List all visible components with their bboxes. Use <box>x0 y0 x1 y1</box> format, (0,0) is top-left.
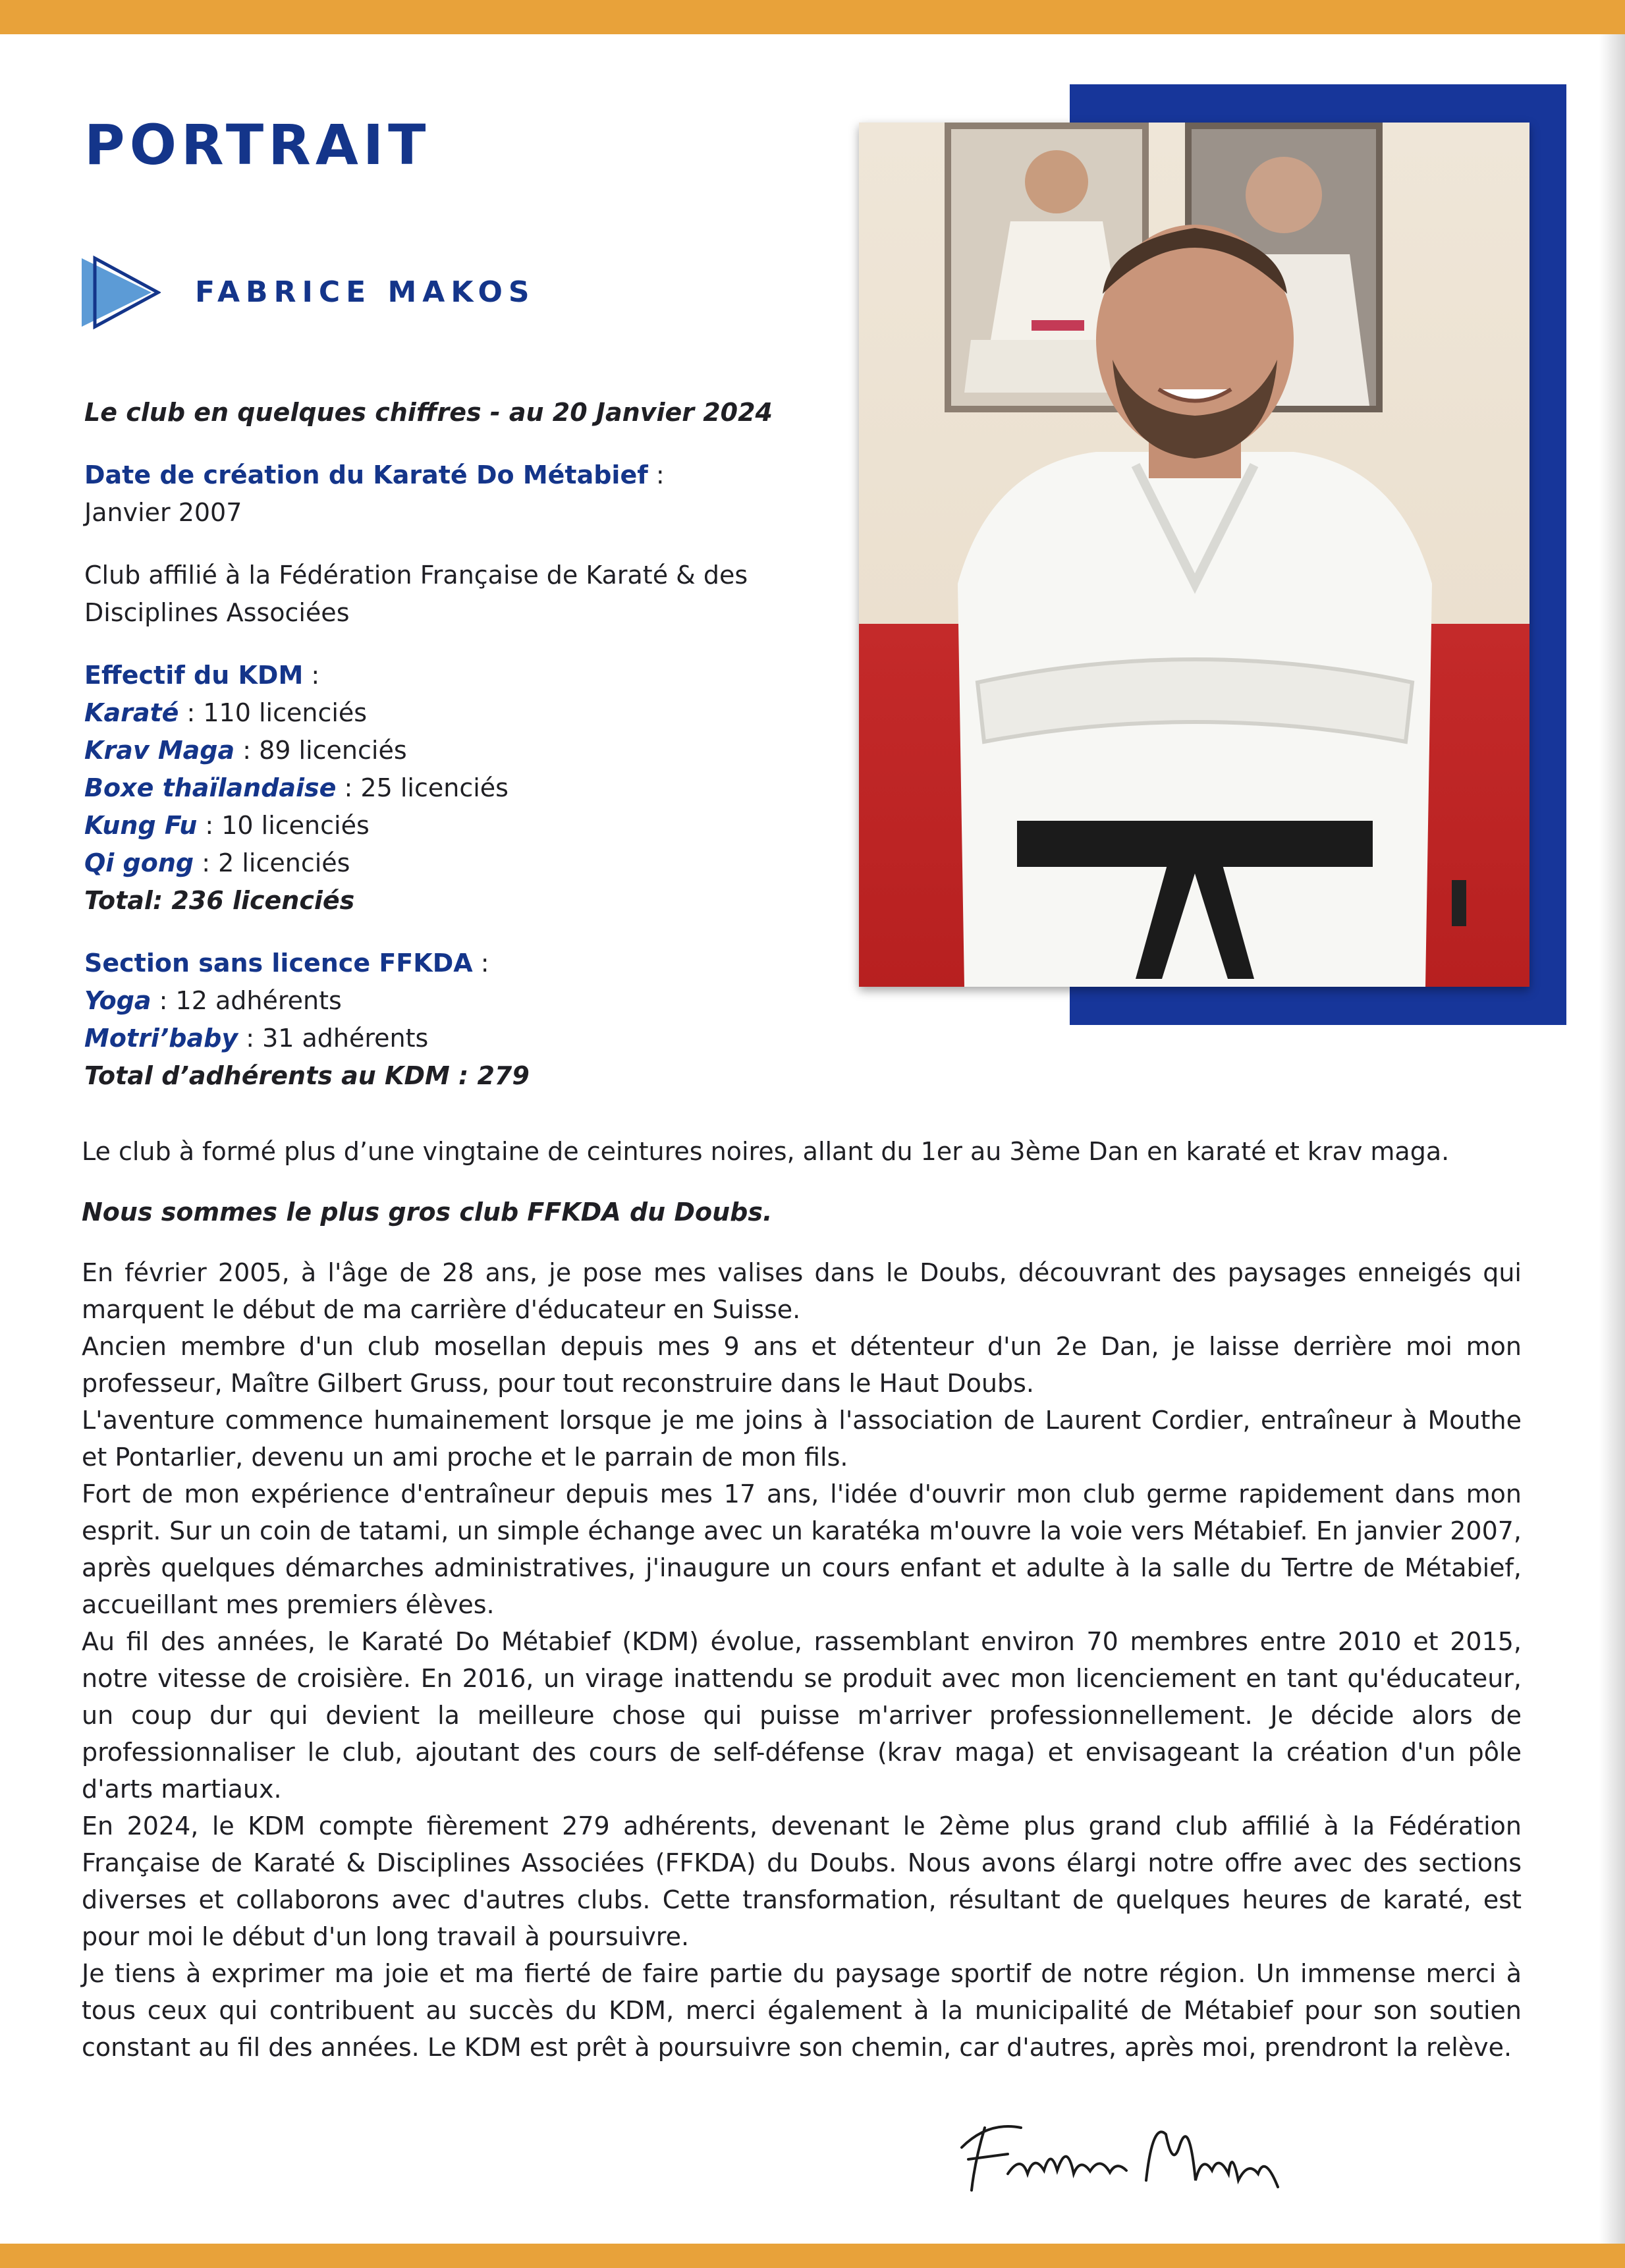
licence-count: : 10 licenciés <box>197 811 370 840</box>
creation-line <box>84 456 835 494</box>
licence-item <box>84 694 835 732</box>
licence-item <box>84 844 835 882</box>
affiliation-text: Club affilié à la Fédération Française de Karaté & des Disciplines Associées <box>84 561 748 627</box>
article-body <box>82 1133 1522 2066</box>
licence-item <box>84 807 835 844</box>
adherent-count: : 12 adhérents <box>151 986 342 1015</box>
facts-intro: Le club en quelques chiffres - au 20 Janvier 2024 <box>84 398 773 427</box>
total-licencies: Total: 236 licenciés <box>84 886 355 915</box>
page-title: PORTRAIT <box>84 113 431 177</box>
portrait-photo <box>859 123 1529 987</box>
story-paragraph: Ancien membre d'un club mosellan depuis mes 9 ans et détenteur d'un 2e Dan, je laisse derrière moi mon professeur, Maître Gilbert Gruss, pour tout reconstruire dans le Haut Doubs. <box>82 1332 1522 1398</box>
licence-discipline: Karaté <box>84 698 179 727</box>
section-suffix: : <box>472 949 489 978</box>
licence-item <box>84 769 835 807</box>
adherent-count: : 31 adhérents <box>238 1024 429 1053</box>
portrait-name-row <box>79 250 672 329</box>
licence-discipline: Krav Maga <box>84 736 235 765</box>
licence-discipline: Boxe thaïlandaise <box>84 773 337 802</box>
double-triangle-play-icon <box>79 256 161 329</box>
bottom-color-band <box>0 2244 1625 2268</box>
licence-item <box>84 732 835 769</box>
licence-discipline: Kung Fu <box>84 811 198 840</box>
black-belts-text: Le club à formé plus d’une vingtaine de ceintures noires, allant du 1er au 3ème Dan en karaté et krav maga. <box>82 1137 1450 1166</box>
adherent-item <box>84 1020 835 1057</box>
section-line <box>84 945 835 982</box>
licence-count: : 2 licenciés <box>194 848 350 877</box>
effectif-suffix: : <box>303 661 320 690</box>
total-adherents: Total d’adhérents au KDM : 279 <box>84 1061 530 1090</box>
club-claim: Nous sommes le plus gros club FFKDA du Doubs. <box>82 1198 773 1227</box>
portrait-name: FABRICE MAKOS <box>195 275 536 309</box>
story-paragraph: Au fil des années, le Karaté Do Métabief (KDM) évolue, rassemblant environ 70 membres entre 2010 et 2015, notre vitesse de croisière. En 2016, un virage inattendu se produit avec mon licenciement en tant qu'éducateur, un coup dur qui devient la meilleure chose qui puisse m'arriver professionnellement. Je décide alors de professionnaliser le club, ajoutant des cours de self-défense (krav maga) et envisageant la création d'un pôle d'arts martiaux. <box>82 1627 1522 1804</box>
adherent-discipline: Motri’baby <box>84 1024 238 1053</box>
licence-discipline: Qi gong <box>84 848 194 877</box>
story-paragraph: Je tiens à exprimer ma joie et ma fierté de faire partie du paysage sportif de notre région. Un immense merci à tous ceux qui contribuent au succès du KDM, merci également à la municipalité de Métabief pour son soutien constant au fil des années. Le KDM est prêt à poursuivre son chemin, car d'autres, après moi, prendront la relève. <box>82 1959 1522 2062</box>
handwritten-signature <box>949 2108 1291 2200</box>
adherent-item <box>84 982 835 1020</box>
licence-count: : 25 licenciés <box>336 773 509 802</box>
story-paragraph: En février 2005, à l'âge de 28 ans, je pose mes valises dans le Doubs, découvrant des paysages enneigés qui marquent le début de ma carrière d'éducateur en Suisse. <box>82 1258 1522 1324</box>
top-color-band <box>0 0 1625 34</box>
page-edge-shadow <box>1599 34 1625 2244</box>
effectif-label: Effectif du KDM <box>84 661 304 690</box>
licence-count: : 89 licenciés <box>234 736 407 765</box>
story-paragraph: En 2024, le KDM compte fièrement 279 adhérents, devenant le 2ème plus grand club affilié à la Fédération Française de Karaté & Disciplines Associées (FFKDA) du Doubs. Nous avons élargi notre offre avec des sections diverses et collaborons avec d'autres clubs. Cette transformation, résultant de quelques heures de karaté, est pour moi le début d'un long travail à poursuivre. <box>82 1812 1522 1951</box>
adherent-discipline: Yoga <box>84 986 151 1015</box>
karateka-illustration <box>859 123 1529 987</box>
creation-value: Janvier 2007 <box>84 498 242 527</box>
section-label: Section sans licence FFKDA <box>84 949 473 978</box>
story-paragraph: Fort de mon expérience d'entraîneur depuis mes 17 ans, l'idée d'ouvrir mon club germe rapidement dans mon esprit. Sur un coin de tatami, un simple échange avec un karatéka m'ouvre la voie vers Métabief. En janvier 2007, après quelques démarches administratives, j'inaugure un cours enfant et adulte à la salle du Tertre de Métabief, accueillant mes premiers élèves. <box>82 1480 1522 1619</box>
story-paragraphs <box>82 1254 1522 2066</box>
creation-suffix: : <box>647 460 665 489</box>
story-paragraph: L'aventure commence humainement lorsque je me joins à l'association de Laurent Cordier, entraîneur à Mouthe et Pontarlier, devenu un ami proche et le parrain de mon fils. <box>82 1406 1522 1472</box>
club-facts <box>84 394 835 1095</box>
effectif-line <box>84 657 835 694</box>
creation-label: Date de création du Karaté Do Métabief <box>84 460 648 489</box>
licence-count: : 110 licenciés <box>179 698 368 727</box>
